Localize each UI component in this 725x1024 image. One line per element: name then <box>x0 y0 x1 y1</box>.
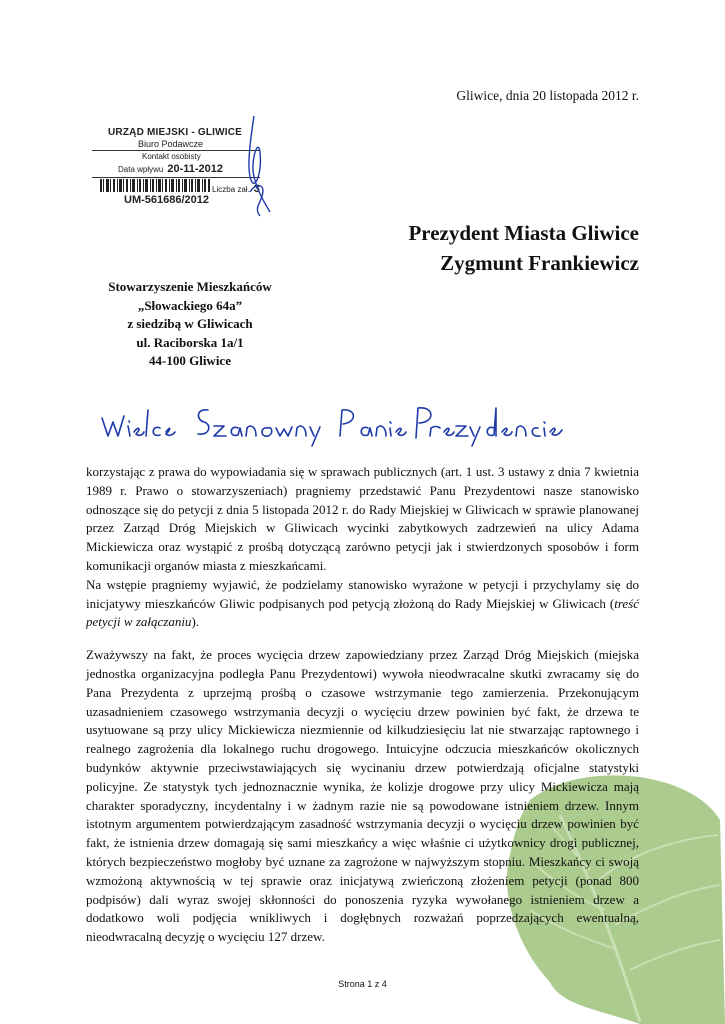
barcode-icon <box>100 179 210 192</box>
body-text: ). <box>191 614 200 630</box>
stamp-rule <box>92 177 260 178</box>
handwritten-salutation <box>100 396 580 448</box>
body-paragraph <box>86 576 639 632</box>
sender-line: z siedzibą w Gliwicach <box>127 316 253 331</box>
registry-stamp <box>92 121 262 213</box>
body-paragraph: korzystając z prawa do wypowiadania się w sprawach publicznych (art. 1 ust. 3 ustawy z dnia 7 kwietnia 1989 r. Prawo o stowarzyszeniach) pragniemy przedstawić Panu Prezydentowi nasze stanowisko odnoszące się do petycji z dnia 5 listopada 2012 r. do Rady Miejskiej w Gliwicach w sprawie planowanej przez Zarząd Dróg Miejskich w Gliwicach wycinki zabytkowych zadrzewień na ulicy Adama Mickiewicza oraz wystąpić z prośbą dotyczącą zarówno petycji jak i stwierdzonych sposobów i form komunikacji organów miasta z mieszkańcami. <box>86 464 639 573</box>
stamp-received-label: Data wpływu <box>118 165 164 174</box>
letter-body <box>86 463 639 947</box>
stamp-received-date: 20-11-2012 <box>167 163 224 175</box>
addressee <box>408 218 639 278</box>
stamp-dept: Biuro Podawcze <box>138 139 204 149</box>
attachment-note: treść petycji w załączaniu <box>86 595 639 630</box>
stamp-office: URZĄD MIEJSKI - GLIWICE <box>108 127 243 138</box>
sender-line: 44-100 Gliwice <box>149 353 231 368</box>
stamp-initials-signature <box>240 112 280 222</box>
sender-line: ul. Raciborska 1a/1 <box>136 334 244 350</box>
body-text: Na wstępie pragniemy wyjawić, że podzielamy stanowisko wyrażone w petycji i przychylamy się do inicjatywy mieszkańców Gliwic podpisanych pod petycją złożoną do Rady Miejskiej w Gliwicach ( <box>86 576 639 611</box>
page-number: Strona 1 z 4 <box>338 979 387 989</box>
stamp-case-number: UM-561686/2012 <box>124 194 210 206</box>
stamp-received <box>118 163 223 175</box>
addressee-title: Prezydent Miasta Gliwice <box>408 221 639 245</box>
sender-line: Stowarzyszenie Mieszkańców <box>108 279 272 294</box>
stamp-rule <box>92 150 260 151</box>
stamp-attachments-count: 3 <box>253 183 260 195</box>
letter-date: Gliwice, dnia 20 listopada 2012 r. <box>456 88 639 103</box>
sender-line: „Słowackiego 64a” <box>137 297 243 313</box>
addressee-name: Zygmunt Frankiewicz <box>440 251 639 275</box>
body-paragraph: Zważywszy na fakt, że proces wycięcia drzew zapowiedziany przez Zarząd Dróg Miejskich (miejska jednostka organizacyjna podległa Panu Prezydentowi) wywoła nieodwracalne skutki zwracamy się do Pana Prezydenta z uprzejmą prośbą o czasowe wstrzymanie tego zamierzenia. Przekonującym uzasadnieniem czasowego wstrzymania decyzji o wycięciu drzew powinien być fakt, że drzewa te usytuowane są przy ulicy Mickiewicza niezmiennie od kilkudziesięciu lat nie stwarzając raptownego i realnego zagrożenia dla lokalnego ruchu drogowego. Intuicyjne odczucia mieszkańców okolicznych budynków aktywnie przeciwstawiających się wycinaniu drzew potwierdzają oficjalne statystyki policyjne. Ze statystyk tych jednoznacznie wynika, że kolizje drogowe przy ulicy Mickiewicza mają charakter sporadyczny, incydentalny i w żadnym razie nie są powodowane istnieniem drzew. Innym istotnym argumentem potwierdzającym zasadność wstrzymania decyzji o wycięciu drzew powinien być fakt, że istnienia drzew domagają się sami mieszkańcy a więc właśnie ci użytkownicy drogi publicznej, których bezpieczeństwo mogłoby być uznane za zagrożone w najwyższym stopniu. Mieszkańcy ci swoją wzmożoną aktywnością w tej sprawie oraz inicjatywą zwieńczoną złożeniem petycji (ponad 800 podpisów) dali wyraz swojej skłonności do ponoszenia ryzyka wywołanego istnieniem drzew a dodatkowo woli podjęcia wnikliwych i dogłębnych rozważań poprzedzających ewentualną, nieodwracalną decyzję o wycięciu 127 drzew. <box>86 647 639 945</box>
stamp-attachments-label: Liczba zał. <box>212 185 250 194</box>
stamp-contact: Kontakt osobisty <box>142 152 201 161</box>
sender-block <box>100 278 280 371</box>
